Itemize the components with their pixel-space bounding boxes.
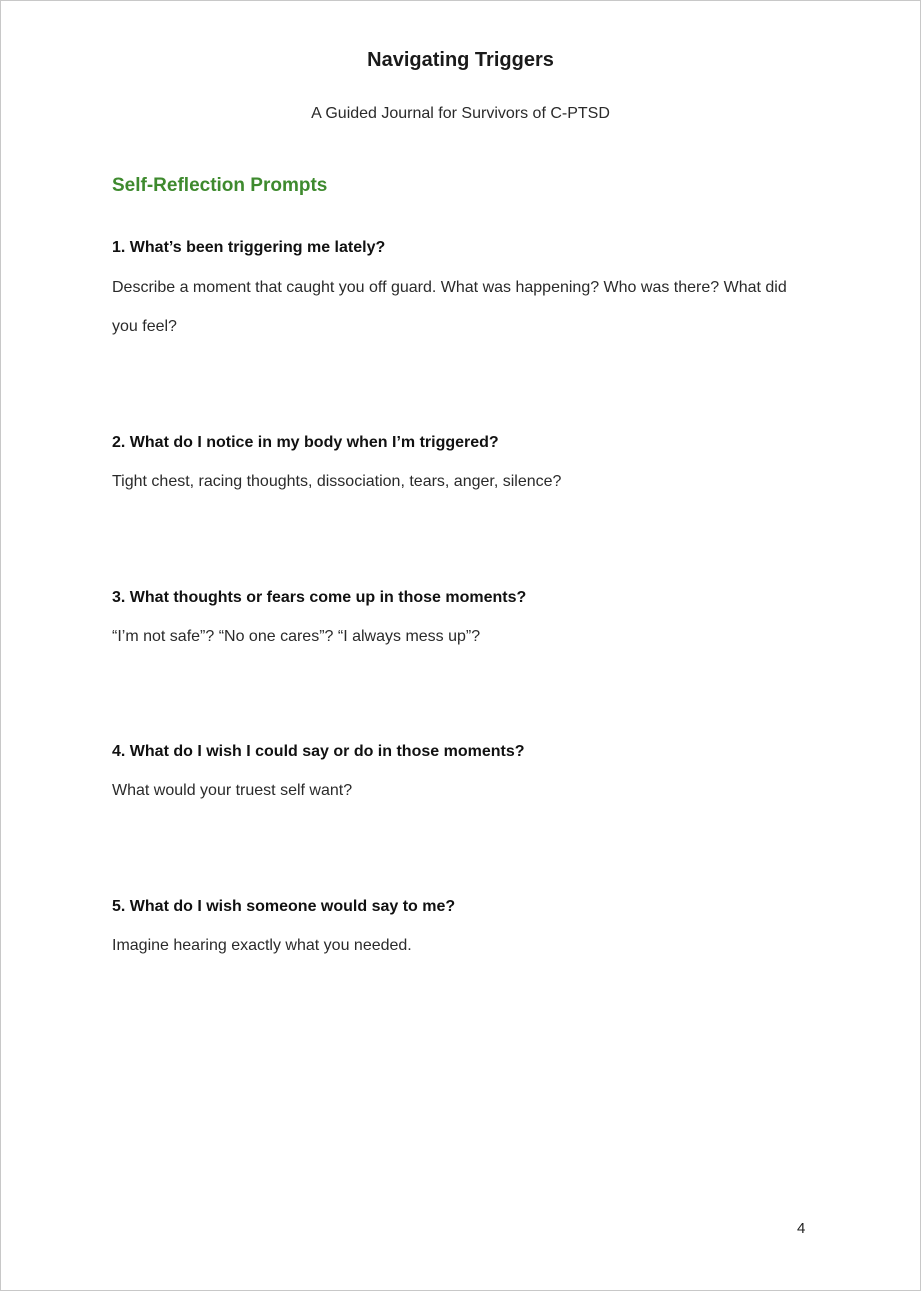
prompt-3-title: 3. What thoughts or fears come up in those moments? bbox=[112, 589, 527, 606]
prompt-2-title: 2. What do I notice in my body when I’m triggered? bbox=[112, 434, 499, 451]
prompt-3-body: “I’m not safe”? “No one cares”? “I always mess up”? bbox=[112, 628, 481, 645]
document-subtitle: A Guided Journal for Survivors of C-PTSD bbox=[311, 105, 610, 122]
prompt-1-body: Describe a moment that caught you off guard. What was happening? Who was there? What did you feel? bbox=[112, 279, 787, 335]
document-title: Navigating Triggers bbox=[367, 49, 554, 71]
prompt-5-title: 5. What do I wish someone would say to me? bbox=[112, 898, 456, 915]
prompt-4-body: What would your truest self want? bbox=[112, 782, 353, 799]
prompt-2-body: Tight chest, racing thoughts, dissociation, tears, anger, silence? bbox=[112, 473, 562, 490]
prompt-1-title: 1. What’s been triggering me lately? bbox=[112, 239, 386, 256]
prompt-5-body: Imagine hearing exactly what you needed. bbox=[112, 937, 412, 954]
page-number: 4 bbox=[797, 1220, 806, 1237]
prompt-4-title: 4. What do I wish I could say or do in those moments? bbox=[112, 743, 525, 760]
section-heading: Self-Reflection Prompts bbox=[112, 175, 328, 196]
